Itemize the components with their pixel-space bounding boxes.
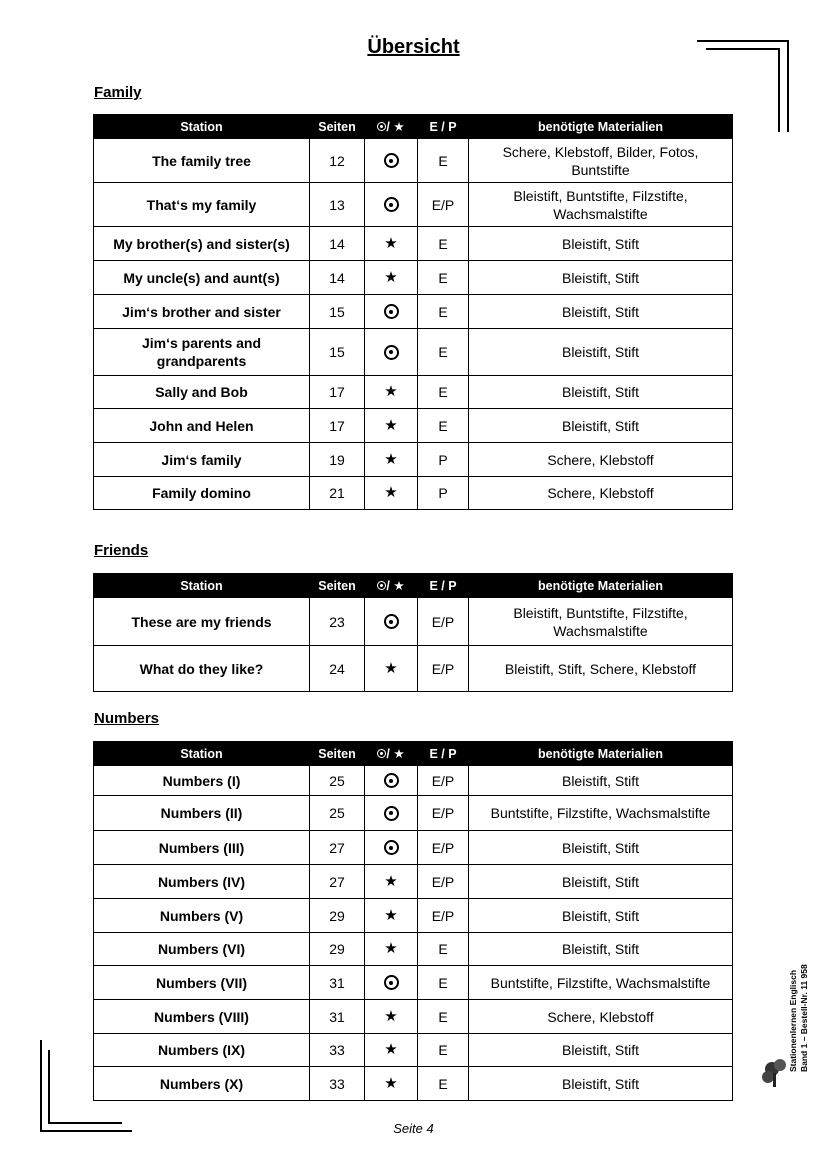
- page-number-cell: 12: [310, 139, 365, 183]
- ep-cell: E/P: [418, 831, 469, 865]
- table-row: [94, 183, 733, 227]
- difficulty-cell: [365, 261, 418, 295]
- materials-cell: Schere, Klebstoff, Bilder, Fotos, Buntstifte: [469, 139, 733, 183]
- station-name: Numbers (I): [94, 766, 310, 796]
- station-name: That‘s my family: [94, 183, 310, 227]
- column-header-station: Station: [94, 742, 310, 766]
- station-name: My uncle(s) and aunt(s): [94, 261, 310, 295]
- section-heading-numbers: Numbers: [94, 710, 160, 727]
- column-header-ep: E / P: [418, 115, 469, 139]
- target-circle-icon: [384, 304, 399, 319]
- table-row: [94, 796, 733, 831]
- ep-cell: E/P: [418, 899, 469, 933]
- table-row: [94, 477, 733, 510]
- difficulty-cell: [365, 865, 418, 899]
- column-header-star-label: / ★: [386, 120, 405, 134]
- publisher-side-note: [788, 872, 812, 1072]
- table-row: [94, 329, 733, 376]
- difficulty-cell: [365, 899, 418, 933]
- ep-cell: E/P: [418, 865, 469, 899]
- station-name: Numbers (IX): [94, 1034, 310, 1067]
- difficulty-cell: [365, 477, 418, 510]
- ep-cell: E: [418, 261, 469, 295]
- column-header-seiten: Seiten: [310, 115, 365, 139]
- page-number-cell: 29: [310, 899, 365, 933]
- table-row: [94, 261, 733, 295]
- materials-cell: Bleistift, Stift: [469, 227, 733, 261]
- page-number-cell: 17: [310, 376, 365, 409]
- station-name: My brother(s) and sister(s): [94, 227, 310, 261]
- star-icon: ★: [384, 659, 398, 677]
- materials-cell: Bleistift, Stift: [469, 295, 733, 329]
- page-number-cell: 31: [310, 1000, 365, 1034]
- materials-cell: Bleistift, Stift: [469, 376, 733, 409]
- side-note-line-1: Stationenlernen Englisch: [788, 969, 798, 1072]
- materials-cell: Bleistift, Stift: [469, 831, 733, 865]
- station-name: The family tree: [94, 139, 310, 183]
- ep-cell: E: [418, 139, 469, 183]
- difficulty-cell: [365, 183, 418, 227]
- ep-cell: E: [418, 933, 469, 966]
- column-header-station: Station: [94, 574, 310, 598]
- ep-cell: E/P: [418, 796, 469, 831]
- materials-cell: Bleistift, Stift: [469, 933, 733, 966]
- table-row: [94, 899, 733, 933]
- ep-cell: E/P: [418, 598, 469, 646]
- table-row: [94, 933, 733, 966]
- page-number-cell: 19: [310, 443, 365, 477]
- table-row: [94, 227, 733, 261]
- page-number-cell: 27: [310, 865, 365, 899]
- page-title: Übersicht: [367, 36, 460, 58]
- difficulty-cell: [365, 766, 418, 796]
- station-name: What do they like?: [94, 646, 310, 692]
- difficulty-cell: [365, 796, 418, 831]
- target-circle-icon: [384, 773, 399, 788]
- column-header-symbol: [365, 574, 418, 598]
- table-header-row: [94, 115, 733, 139]
- difficulty-cell: [365, 1034, 418, 1067]
- difficulty-cell: [365, 646, 418, 692]
- column-header-star-label: / ★: [386, 579, 405, 593]
- ep-cell: E: [418, 227, 469, 261]
- table-row: [94, 966, 733, 1000]
- column-header-symbol: [365, 115, 418, 139]
- column-header-seiten: Seiten: [310, 742, 365, 766]
- page-number: Seite 4: [393, 1121, 434, 1136]
- friends-table: [93, 573, 733, 692]
- star-icon: ★: [384, 872, 398, 890]
- table-row: [94, 295, 733, 329]
- materials-cell: Bleistift, Stift, Schere, Klebstoff: [469, 646, 733, 692]
- star-icon: ★: [384, 940, 398, 957]
- page-number-cell: 15: [310, 329, 365, 376]
- ep-cell: E: [418, 329, 469, 376]
- materials-cell: Bleistift, Buntstifte, Filzstifte, Wachsmalstifte: [469, 598, 733, 646]
- materials-cell: Bleistift, Stift: [469, 1034, 733, 1067]
- ep-cell: P: [418, 443, 469, 477]
- difficulty-cell: [365, 329, 418, 376]
- page-number-cell: 29: [310, 933, 365, 966]
- materials-cell: Bleistift, Buntstifte, Filzstifte, Wachsmalstifte: [469, 183, 733, 227]
- target-circle-icon: [384, 345, 399, 360]
- column-header-symbol: [365, 742, 418, 766]
- page-number-cell: 24: [310, 646, 365, 692]
- page-number-cell: 25: [310, 766, 365, 796]
- materials-cell: Bleistift, Stift: [469, 766, 733, 796]
- difficulty-cell: [365, 409, 418, 443]
- ep-cell: E/P: [418, 646, 469, 692]
- ep-cell: E: [418, 409, 469, 443]
- star-icon: ★: [384, 383, 398, 400]
- star-icon: ★: [384, 416, 398, 434]
- station-name: Numbers (III): [94, 831, 310, 865]
- page-number-cell: 31: [310, 966, 365, 1000]
- column-header-materials: benötigte Materialien: [469, 115, 733, 139]
- materials-cell: Buntstifte, Filzstifte, Wachsmalstifte: [469, 966, 733, 1000]
- table-row: [94, 1000, 733, 1034]
- page-number-cell: 14: [310, 261, 365, 295]
- table-row: [94, 139, 733, 183]
- difficulty-cell: [365, 831, 418, 865]
- page-number-cell: 23: [310, 598, 365, 646]
- ep-cell: E: [418, 376, 469, 409]
- materials-cell: Schere, Klebstoff: [469, 477, 733, 510]
- station-name: Sally and Bob: [94, 376, 310, 409]
- star-icon: ★: [384, 268, 398, 286]
- page-number-cell: 21: [310, 477, 365, 510]
- column-header-materials: benötigte Materialien: [469, 574, 733, 598]
- station-name: John and Helen: [94, 409, 310, 443]
- table-row: [94, 376, 733, 409]
- ep-cell: E: [418, 1000, 469, 1034]
- target-circle-icon: [384, 614, 399, 629]
- column-header-materials: benötigte Materialien: [469, 742, 733, 766]
- difficulty-cell: [365, 598, 418, 646]
- table-row: [94, 865, 733, 899]
- page-number-cell: 13: [310, 183, 365, 227]
- station-name: Family domino: [94, 477, 310, 510]
- target-circle-icon: [384, 840, 399, 855]
- ep-cell: E: [418, 295, 469, 329]
- difficulty-cell: [365, 443, 418, 477]
- station-name: Jim‘s family: [94, 443, 310, 477]
- station-name: Numbers (VIII): [94, 1000, 310, 1034]
- star-icon: ★: [384, 484, 398, 501]
- materials-cell: Bleistift, Stift: [469, 409, 733, 443]
- section-heading-family: Family: [94, 84, 142, 101]
- star-icon: ★: [384, 1007, 398, 1025]
- ep-cell: E: [418, 1067, 469, 1101]
- ep-cell: E: [418, 966, 469, 1000]
- difficulty-cell: [365, 1067, 418, 1101]
- star-icon: ★: [384, 1041, 398, 1058]
- star-icon: ★: [384, 1074, 398, 1092]
- difficulty-cell: [365, 295, 418, 329]
- page-number-cell: 25: [310, 796, 365, 831]
- side-note-line-2: Band 1 – Bestell-Nr. 11 958: [799, 964, 809, 1072]
- station-name: Numbers (VI): [94, 933, 310, 966]
- table-row: [94, 1067, 733, 1101]
- table-row: [94, 831, 733, 865]
- column-header-ep: E / P: [418, 742, 469, 766]
- materials-cell: Schere, Klebstoff: [469, 1000, 733, 1034]
- difficulty-cell: [365, 227, 418, 261]
- table-row: [94, 409, 733, 443]
- column-header-ep: E / P: [418, 574, 469, 598]
- page-number-cell: 33: [310, 1034, 365, 1067]
- table-row: [94, 646, 733, 692]
- station-name: Jim‘s parents and grandparents: [94, 329, 310, 376]
- page-number-cell: 33: [310, 1067, 365, 1101]
- table-header-row: [94, 574, 733, 598]
- materials-cell: Bleistift, Stift: [469, 899, 733, 933]
- materials-cell: Bleistift, Stift: [469, 329, 733, 376]
- column-header-seiten: Seiten: [310, 574, 365, 598]
- star-icon: ★: [384, 450, 398, 468]
- ep-cell: E/P: [418, 766, 469, 796]
- section-heading-friends: Friends: [94, 542, 149, 559]
- table-header-row: [94, 742, 733, 766]
- ep-cell: E: [418, 1034, 469, 1067]
- materials-cell: Schere, Klebstoff: [469, 443, 733, 477]
- station-name: Numbers (II): [94, 796, 310, 831]
- table-row: [94, 598, 733, 646]
- station-name: Numbers (IV): [94, 865, 310, 899]
- target-circle-icon: [384, 197, 399, 212]
- materials-cell: Bleistift, Stift: [469, 261, 733, 295]
- station-name: These are my friends: [94, 598, 310, 646]
- table-row: [94, 1034, 733, 1067]
- ep-cell: P: [418, 477, 469, 510]
- star-icon: ★: [384, 234, 398, 252]
- numbers-table: [93, 741, 733, 1101]
- column-header-station: Station: [94, 115, 310, 139]
- column-header-star-label: / ★: [386, 747, 405, 761]
- station-name: Numbers (X): [94, 1067, 310, 1101]
- difficulty-cell: [365, 376, 418, 409]
- page-number-cell: 17: [310, 409, 365, 443]
- table-row: [94, 766, 733, 796]
- star-icon: ★: [384, 906, 398, 924]
- page-number-cell: 27: [310, 831, 365, 865]
- difficulty-cell: [365, 966, 418, 1000]
- station-name: Numbers (VII): [94, 966, 310, 1000]
- station-name: Jim‘s brother and sister: [94, 295, 310, 329]
- station-name: Numbers (V): [94, 899, 310, 933]
- target-circle-icon: [384, 153, 399, 168]
- target-circle-icon: [384, 806, 399, 821]
- ep-cell: E/P: [418, 183, 469, 227]
- table-row: [94, 443, 733, 477]
- page-number-cell: 14: [310, 227, 365, 261]
- page-number-cell: 15: [310, 295, 365, 329]
- materials-cell: Buntstifte, Filzstifte, Wachsmalstifte: [469, 796, 733, 831]
- difficulty-cell: [365, 933, 418, 966]
- target-circle-icon: [384, 975, 399, 990]
- family-table: [93, 114, 733, 510]
- materials-cell: Bleistift, Stift: [469, 865, 733, 899]
- publisher-tree-logo-icon: [760, 1055, 790, 1091]
- difficulty-cell: [365, 139, 418, 183]
- difficulty-cell: [365, 1000, 418, 1034]
- materials-cell: Bleistift, Stift: [469, 1067, 733, 1101]
